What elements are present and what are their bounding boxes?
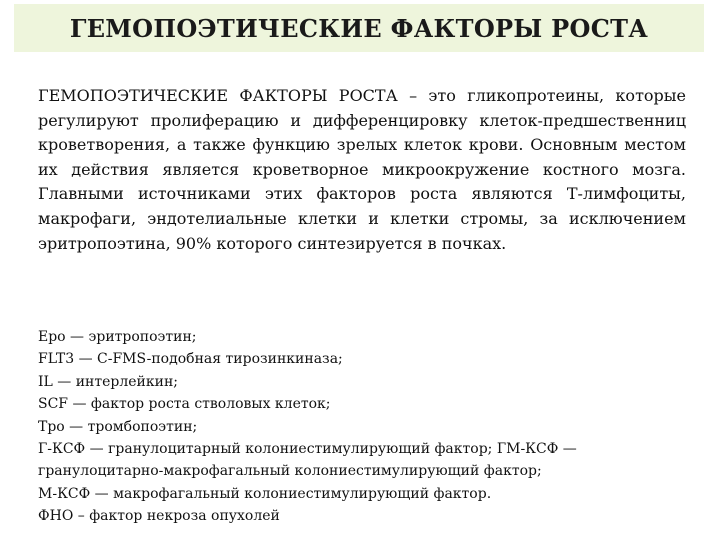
list-item-fno: ФНО – фактор некроза опухолей — [38, 508, 280, 525]
list-item-tpo: Tpo — тромбопоэтин; — [38, 418, 198, 435]
abbreviation-list — [38, 326, 693, 528]
slide-title: ГЕМОПОЭТИЧЕСКИЕ ФАКТОРЫ РОСТА — [69, 14, 649, 43]
list-item-g-ksf-gm-ksf: Г-КСФ — гранулоцитарный колониестимулирующий фактор; ГМ-КСФ — гранулоцитарно-макрофагальный колониестимулирующий фактор; — [38, 441, 577, 480]
definition-paragraph: ГЕМОПОЭТИЧЕСКИЕ ФАКТОРЫ РОСТА – это гликопротеины, которые регулируют пролиферацию и дифференцировку клеток-предшественниц кроветворения, а также функцию зрелых клеток крови. Основным местом их действия является кроветворное микроокружение костного мозга. Главными источниками этих факторов роста являются Т-лимфоциты, макрофаги, эндотелиальные клетки и клетки стромы, за исключением эритропоэтина, 90% которого синтезируется в почках. — [38, 86, 686, 253]
list-item-epo: Epo — эритропоэтин; — [38, 329, 197, 345]
list-item-il: IL — интерлейкин; — [38, 373, 179, 390]
list-item-flt3: FLT3 — C-FMS-подобная тирозинкиназа; — [38, 351, 343, 368]
list-item-scf: SCF — фактор роста стволовых клеток; — [38, 396, 331, 413]
list-item-m-ksf: М-КСФ — макрофагальный колониестимулирующий фактор. — [38, 485, 492, 502]
